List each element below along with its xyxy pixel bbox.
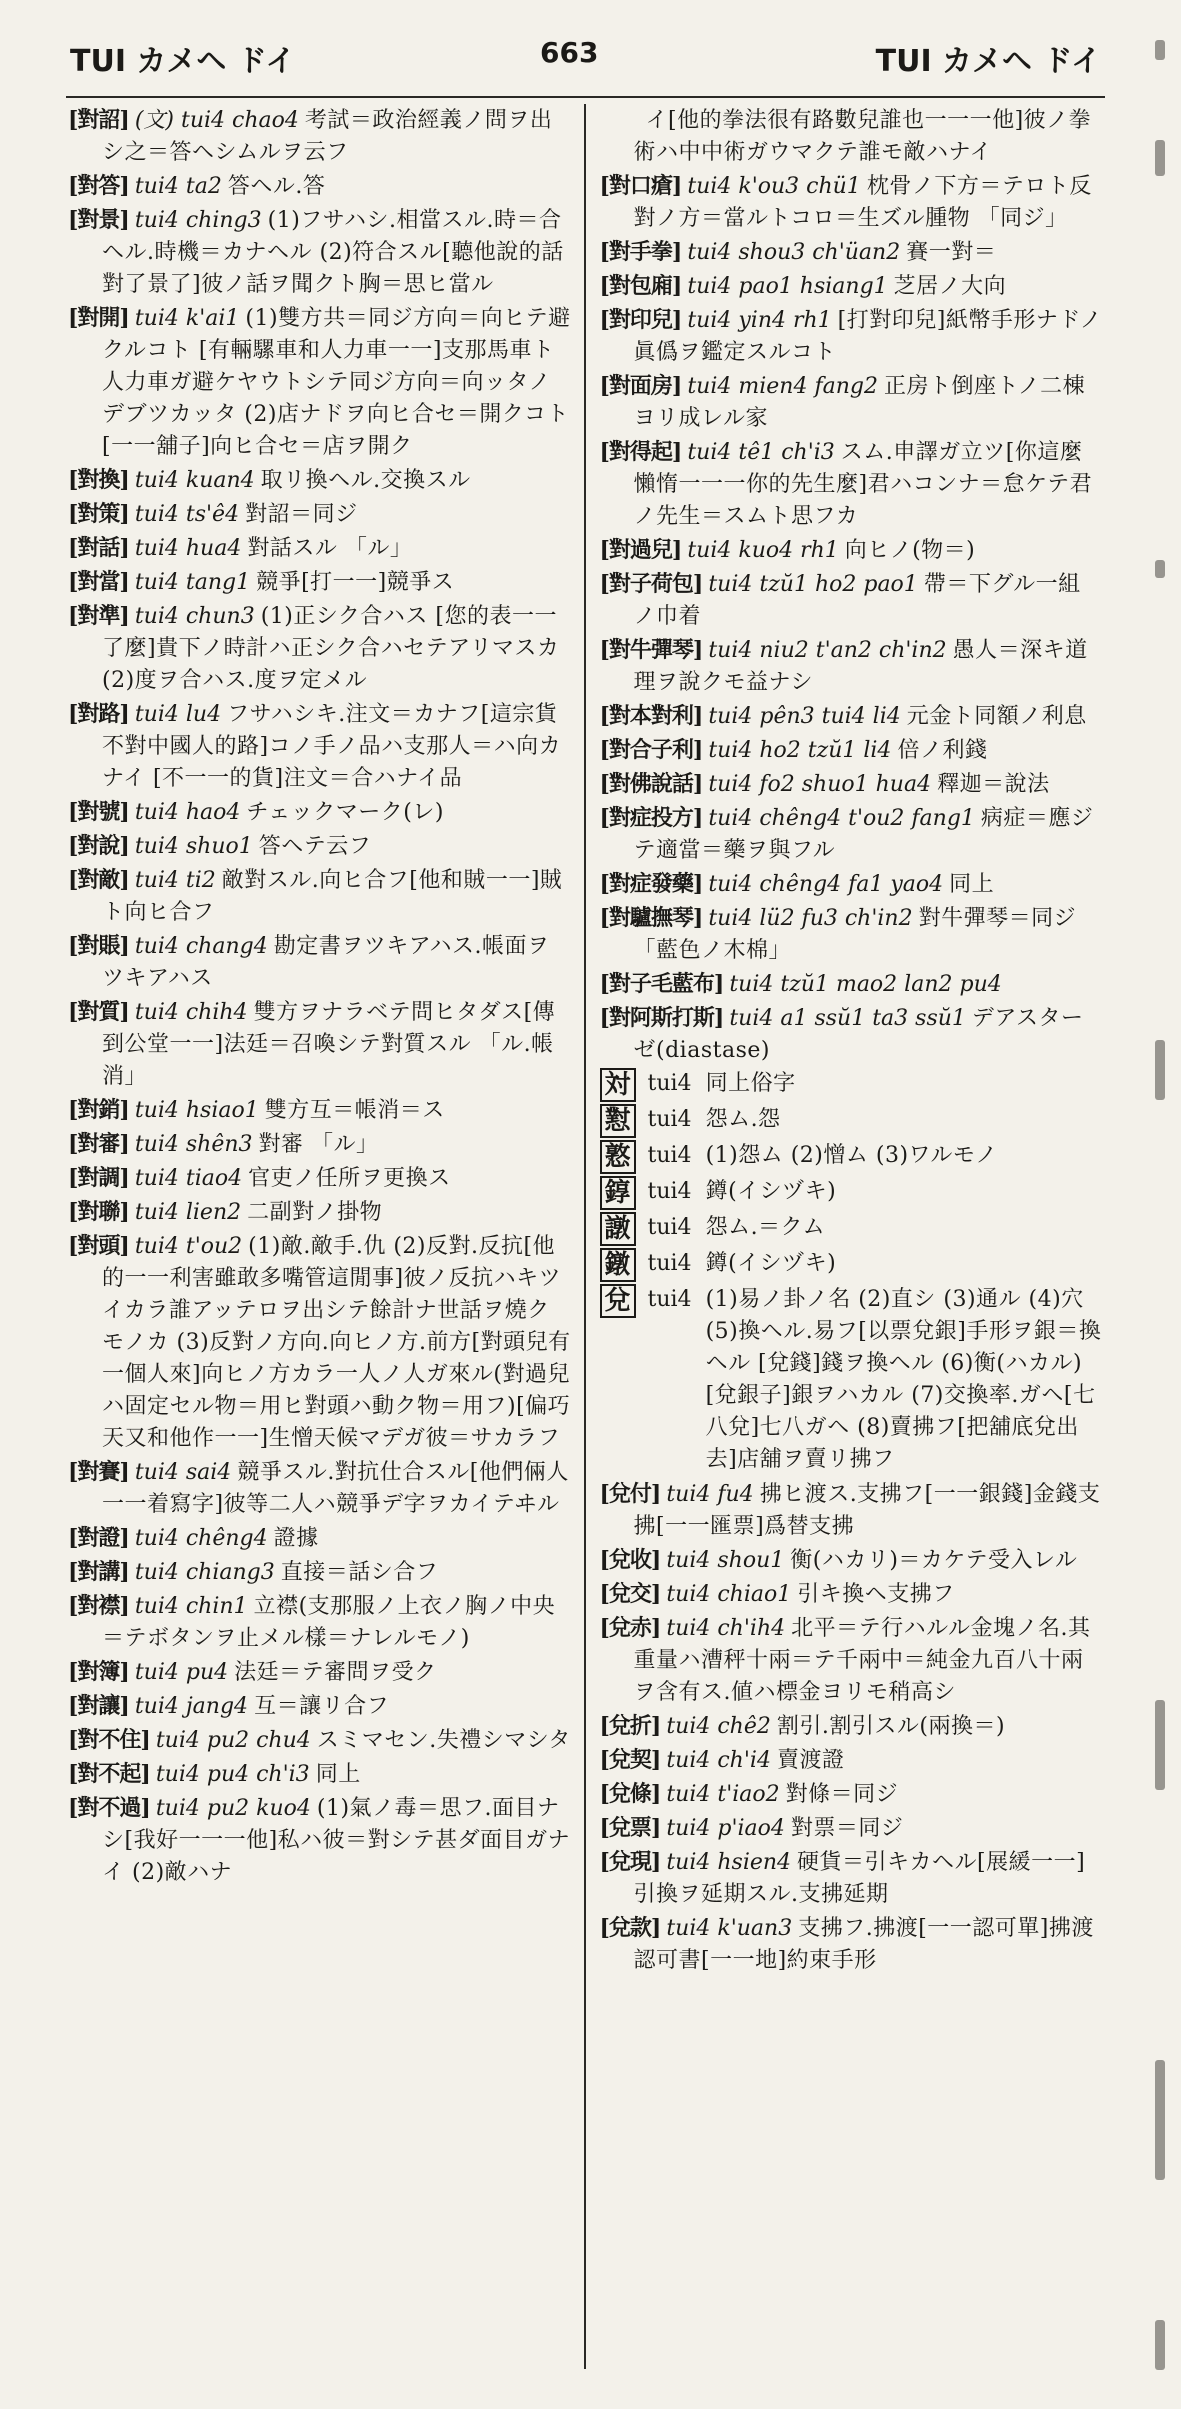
definition: フサハシキ.注文＝カナフ[這宗貨不對中國人的路]コノ手ノ品ハ支那人＝ハ向カナイ [不一一的貨]注文＝合ハナイ品 — [102, 702, 562, 791]
boxed-character: 譈 — [600, 1212, 636, 1246]
romanization: tui4 k'ai1 — [134, 306, 240, 331]
definition: 證據 — [273, 1526, 319, 1551]
romanization: tui4 sai4 — [134, 1460, 232, 1485]
romanization: tui4 tzŭ1 ho2 pao1 — [708, 572, 918, 597]
definition: スミマセン.失禮シマシタ — [316, 1728, 571, 1753]
dictionary-entry — [600, 1002, 1104, 1067]
dictionary-entry — [600, 304, 1104, 369]
romanization: tui4 chun3 — [134, 604, 255, 629]
dictionary-entry — [68, 698, 572, 795]
romanization: tui4 t'iao2 — [666, 1782, 780, 1807]
dictionary-entry — [600, 1846, 1104, 1911]
definition: 勘定書ヲツキアハス.帳面ヲツキアハス — [102, 934, 550, 991]
romanization: tui4 chê2 — [666, 1714, 771, 1739]
dictionary-entry — [600, 700, 1104, 733]
definition: 敵對スル.向ヒ合フ[他和賊一一]賊ト向ヒ合フ — [102, 868, 563, 925]
header-rule — [66, 96, 1105, 98]
headword: [對策] — [68, 501, 129, 527]
romanization: tui4 hao4 — [134, 800, 241, 825]
definition: (1)正シク合ハス [您的表一一了麼]貴下ノ時計ハ正シク合ハセテアリマスカ (2)度ヲ合ハス.度ヲ定メル — [102, 604, 560, 693]
dictionary-entry — [600, 370, 1104, 435]
definition: 同上 — [949, 872, 995, 897]
romanization: tui4 ching3 — [134, 208, 262, 233]
dictionary-entry — [600, 1544, 1104, 1577]
dictionary-entry — [68, 1230, 572, 1455]
headword: [對景] — [68, 207, 129, 233]
dictionary-entry — [600, 270, 1104, 303]
definition: 鐏(イシヅキ) — [705, 1179, 837, 1204]
dictionary-entry — [68, 498, 572, 531]
headword: [對頭] — [68, 1233, 129, 1259]
definition: (1)易ノ卦ノ名 (2)直シ (3)通ル (4)穴 (5)換ヘル.易フ[以票兌銀]手形ヲ銀＝換ヘル [兌錢]錢ヲ換ヘル (6)衡(ハカル)[兌銀子]銀ヲハカル (7)交換率.ガヘ[七八兌]七八ガヘ (8)賣拂フ[把舖底兌出去]店舖ヲ賣リ拂フ — [705, 1287, 1102, 1472]
definition: 怨ム.怨 — [705, 1107, 781, 1132]
headword: [對過兒] — [599, 537, 682, 563]
romanization: tui4 — [647, 1071, 692, 1096]
definition: 枕骨ノ下方＝テロト反對ノ方＝當ルトコロ＝生ズル腫物 「同ジ」 — [633, 174, 1092, 231]
dictionary-entry — [68, 1556, 572, 1589]
headword: [對證] — [68, 1525, 129, 1551]
definition: 互＝讓リ合フ — [254, 1694, 390, 1719]
romanization: tui4 chêng4 t'ou2 fang1 — [708, 806, 975, 831]
romanization: tui4 ch'i4 — [666, 1748, 771, 1773]
dictionary-entry — [68, 1724, 572, 1757]
headword: [對銷] — [68, 1097, 129, 1123]
definition: 同上俗字 — [705, 1071, 796, 1096]
dictionary-entry — [68, 566, 572, 599]
definition: 賽一對＝ — [906, 240, 997, 265]
definition: 對牛彈琴＝同ジ 「藍色ノ木棉」 — [633, 906, 1077, 963]
dictionary-entry — [68, 532, 572, 565]
dictionary-entry — [600, 902, 1104, 967]
headword: [對包廂] — [599, 273, 682, 299]
dictionary-entry — [68, 1456, 572, 1521]
definition: 競爭[打一一]競爭ス — [256, 570, 455, 595]
dictionary-entry — [600, 170, 1104, 235]
boxed-character: 鐓 — [600, 1248, 636, 1282]
headword: [對換] — [68, 467, 129, 493]
dictionary-entry — [68, 996, 572, 1093]
scan-edge-marks — [1133, 0, 1173, 2409]
romanization: tui4 — [647, 1179, 692, 1204]
romanization: tui4 ts'ê4 — [134, 502, 240, 527]
romanization: tui4 k'ou3 chü1 — [687, 174, 861, 199]
romanization: tui4 shuo1 — [134, 834, 253, 859]
headword: [對子荷包] — [599, 571, 703, 597]
romanization: tui4 tzŭ1 mao2 lan2 pu4 — [729, 972, 1002, 997]
headword: [對襟] — [68, 1593, 129, 1619]
dictionary-entry — [600, 1578, 1104, 1611]
headword: [對詔] — [68, 107, 129, 133]
header-right: TUI カメヘ ドイ — [875, 44, 1101, 79]
headword: [對不過] — [68, 1795, 150, 1821]
romanization: tui4 pu4 — [134, 1660, 229, 1685]
romanization: tui4 fu4 — [666, 1482, 754, 1507]
headword: [對講] — [68, 1559, 129, 1585]
romanization: tui4 fo2 shuo1 hua4 — [708, 772, 932, 797]
headword: [兌交] — [599, 1581, 661, 1607]
romanization: tui4 shou1 — [666, 1548, 785, 1573]
romanization: tui4 ta2 — [134, 174, 222, 199]
definition: 官吏ノ任所ヲ更換ス — [248, 1166, 451, 1191]
definition: 向ヒノ(物＝) — [844, 538, 976, 563]
headword: [兌赤] — [599, 1615, 661, 1641]
dictionary-entry — [68, 302, 572, 463]
dictionary-entry — [600, 968, 1104, 1001]
romanization: tui4 hsien4 — [666, 1850, 792, 1875]
headword: [對佛說話] — [599, 771, 703, 797]
definition: 病症＝應ジテ適當＝藥ヲ與フル — [633, 806, 1094, 863]
character-entry — [600, 1068, 1104, 1102]
headword: [對本對利] — [599, 703, 703, 729]
dictionary-entry — [600, 104, 1104, 169]
definition: [打對印兒]紙幣手形ナドノ眞僞ヲ鑑定スルコト — [633, 308, 1103, 365]
definition: 釋迦＝說法 — [937, 772, 1050, 797]
headword: [對話] — [68, 535, 129, 561]
headword: [對答] — [68, 173, 129, 199]
headword: [對合子利] — [599, 737, 703, 763]
headword: [對調] — [68, 1165, 129, 1191]
definition: 直接＝話シ合フ — [280, 1560, 439, 1585]
headword: [對開] — [68, 305, 129, 331]
romanization: tui4 tê1 ch'i3 — [687, 440, 835, 465]
definition: 芝居ノ大向 — [893, 274, 1007, 299]
definition: 怨ム.＝クム — [705, 1215, 826, 1240]
definition: スム.申譯ガ立ツ[你這麼懶惰一一一你的先生麼]君ハコンナ＝怠ケテ君ノ先生＝スムト思フカ — [633, 440, 1093, 529]
headword: [對當] — [68, 569, 129, 595]
character-entry — [600, 1212, 1104, 1246]
definition: 同上 — [315, 1762, 361, 1787]
headword: [對賽] — [68, 1459, 129, 1485]
romanization: tui4 ho2 tzŭ1 li4 — [708, 738, 892, 763]
headword: [對驢撫琴] — [599, 905, 703, 931]
dictionary-entry — [600, 1478, 1104, 1543]
definition: 割引.割引スル(兩換＝) — [776, 1714, 1006, 1739]
dictionary-entry — [600, 734, 1104, 767]
headword: [對不起] — [68, 1761, 150, 1787]
definition: 賣渡證 — [776, 1748, 845, 1773]
dictionary-entry — [68, 170, 572, 203]
definition: 答ヘテ云フ — [258, 834, 372, 859]
dictionary-entry — [600, 634, 1104, 699]
romanization: tui4 k'uan3 — [666, 1916, 793, 1941]
headword: [對路] — [68, 701, 129, 727]
romanization: tui4 mien4 fang2 — [687, 374, 878, 399]
definition: 競爭スル.對抗仕合スル[他們倆人一一着寫字]彼等二人ハ競爭デ字ヲカイテヰル — [102, 1460, 569, 1517]
right-column — [584, 104, 1104, 2369]
character-entry — [600, 1176, 1104, 1210]
romanization: tui4 lu4 — [134, 702, 222, 727]
dictionary-body — [68, 104, 1103, 2369]
romanization: tui4 chin1 — [134, 1594, 248, 1619]
romanization: tui4 — [647, 1251, 692, 1276]
headword: [對症投方] — [599, 805, 703, 831]
definition: 北平＝テ行ハルル金塊ノ名.其重量ハ漕秤十兩＝テ千兩中＝純金九百八十兩ヲ含有ス.値ハ標金ヨリモ稍高シ — [633, 1616, 1091, 1705]
headword: [兌票] — [599, 1815, 661, 1841]
dictionary-entry — [68, 1196, 572, 1229]
romanization: tui4 chêng4 — [134, 1526, 268, 1551]
definition: 拂ヒ渡ス.支拂フ[一一銀錢]金錢支拂[一一匯票]爲替支拂 — [633, 1482, 1101, 1539]
romanization: (文) tui4 chao4 — [134, 108, 299, 133]
boxed-character: 兌 — [600, 1284, 636, 1318]
headword: [對準] — [68, 603, 129, 629]
headword: [兌款] — [599, 1915, 661, 1941]
page-number: 663 — [540, 36, 599, 69]
romanization: tui4 ti2 — [134, 868, 216, 893]
headword: [對子毛藍布] — [599, 971, 724, 997]
headword: [對簿] — [68, 1659, 129, 1685]
definition: (1)フサハシ.相當スル.時＝合ヘル.時機＝カナヘル (2)符合スル[聽他說的話對了景了]彼ノ話ヲ聞クト胸＝思ヒ當ル — [102, 208, 564, 297]
boxed-character: 錞 — [600, 1176, 636, 1210]
romanization: tui4 chiang3 — [134, 1560, 275, 1585]
definition: 立襟(支那服ノ上衣ノ胸ノ中央＝テボタンヲ止メル樣＝ナレルモノ) — [102, 1594, 556, 1651]
dictionary-entry — [68, 864, 572, 929]
definition: 衡(ハカリ)＝カケテ受入レル — [790, 1548, 1078, 1573]
definition: 對審 「ル」 — [258, 1132, 379, 1157]
dictionary-entry — [600, 236, 1104, 269]
romanization: tui4 — [647, 1287, 692, 1312]
romanization: tui4 pao1 hsiang1 — [687, 274, 888, 299]
dictionary-entry — [68, 1758, 572, 1791]
headword: [對號] — [68, 799, 129, 825]
headword: [對印兒] — [599, 307, 682, 333]
romanization: tui4 t'ou2 — [134, 1234, 243, 1259]
definition: 引キ換ヘ支拂フ — [797, 1582, 955, 1607]
definition: 取リ換ヘル.交換スル — [260, 468, 471, 493]
headword: [對審] — [68, 1131, 129, 1157]
character-entry — [600, 1140, 1104, 1174]
headword: [對質] — [68, 999, 129, 1025]
definition: 考試＝政治經義ノ問ヲ出シ之＝答ヘシムルヲ云フ — [102, 108, 553, 165]
dictionary-entry — [68, 600, 572, 697]
romanization: tui4 tang1 — [134, 570, 251, 595]
dictionary-entry — [68, 1128, 572, 1161]
dictionary-entry — [600, 1912, 1104, 1977]
dictionary-entry — [68, 1162, 572, 1195]
header-left: TUI カメヘ ドイ — [70, 44, 296, 79]
romanization: tui4 yin4 rh1 — [687, 308, 832, 333]
romanization: tui4 p'iao4 — [666, 1816, 785, 1841]
dictionary-entry — [68, 830, 572, 863]
left-column — [68, 104, 584, 2369]
dictionary-entry — [68, 1094, 572, 1127]
definition: 帶＝下グル一組ノ巾着 — [633, 572, 1081, 629]
definition: 對票＝同ジ — [790, 1816, 904, 1841]
romanization: tui4 shou3 ch'üan2 — [687, 240, 901, 265]
headword: [兌現] — [599, 1849, 661, 1875]
headword: [對不住] — [68, 1727, 150, 1753]
headword: [對症發藥] — [599, 871, 703, 897]
definition: (1)怨ム (2)憎ム (3)ワルモノ — [705, 1143, 998, 1168]
character-entry — [600, 1284, 1104, 1476]
headword: [兌契] — [599, 1747, 661, 1773]
romanization: tui4 pu2 kuo4 — [155, 1796, 311, 1821]
dictionary-entry — [600, 768, 1104, 801]
definition: 答ヘル.答 — [227, 174, 326, 199]
dictionary-entry — [600, 568, 1104, 633]
definition: 愚人＝深キ道理ヲ說クモ益ナシ — [633, 638, 1088, 695]
headword: [兌條] — [599, 1781, 661, 1807]
romanization: tui4 chêng4 fa1 yao4 — [708, 872, 944, 897]
headword: [對手拳] — [599, 239, 682, 265]
dictionary-entry — [600, 1744, 1104, 1777]
boxed-character: 懟 — [600, 1104, 636, 1138]
dictionary-entry — [600, 1612, 1104, 1709]
definition: チェックマーク(レ) — [246, 800, 444, 825]
dictionary-entry — [68, 1656, 572, 1689]
romanization: tui4 pu4 ch'i3 — [155, 1762, 310, 1787]
romanization: tui4 kuan4 — [134, 468, 255, 493]
dictionary-entry — [68, 1792, 572, 1889]
definition: 元金ト同額ノ利息 — [906, 704, 1087, 729]
definition: デアスターゼ(diastase) — [633, 1006, 1084, 1063]
definition: 對詔＝同ジ — [245, 502, 358, 527]
dictionary-entry — [600, 436, 1104, 533]
romanization: tui4 pu2 chu4 — [155, 1728, 311, 1753]
romanization: tui4 lü2 fu3 ch'in2 — [708, 906, 913, 931]
dictionary-entry — [68, 1522, 572, 1555]
definition: (1)氣ノ毒＝思フ.面目ナシ[我好一一一他]私ハ彼＝對シテ甚ダ面目ガナイ (2)敵ハナ — [102, 1796, 571, 1885]
dictionary-entry — [600, 1778, 1104, 1811]
dictionary-entry — [68, 796, 572, 829]
romanization: tui4 shên3 — [134, 1132, 253, 1157]
definition: 正房ト倒座トノ二棟ヨリ成レル家 — [633, 374, 1086, 431]
dictionary-entry — [600, 1812, 1104, 1845]
headword: [對敵] — [68, 867, 129, 893]
romanization: tui4 kuo4 rh1 — [687, 538, 839, 563]
dictionary-entry — [600, 802, 1104, 867]
romanization: tui4 chih4 — [134, 1000, 248, 1025]
dictionary-entry — [68, 1690, 572, 1723]
definition: 法廷＝テ審問ヲ受ク — [234, 1660, 437, 1685]
headword: [兌折] — [599, 1713, 661, 1739]
headword: [對得起] — [599, 439, 682, 465]
romanization: tui4 — [647, 1215, 692, 1240]
definition: 雙方互＝帳消＝ス — [264, 1098, 445, 1123]
definition: 二副對ノ掛物 — [247, 1200, 383, 1225]
dictionary-entry — [68, 104, 572, 169]
romanization: tui4 pên3 tui4 li4 — [708, 704, 901, 729]
headword: [對聯] — [68, 1199, 129, 1225]
definition: (1)雙方共＝同ジ方向＝向ヒテ避クルコト [有輛騾車和人力車一一]支那馬車ト人力車ガ避ケヤウトシテ同ジ方向＝向ッタノデブツカッタ (2)店ナドヲ向ヒ合セ＝開クコト[一一舖子]向ヒ合セ＝店ヲ開ク — [102, 306, 571, 459]
headword: [對讓] — [68, 1693, 129, 1719]
definition: イ[他的拳法很有路數兒誰也一一一他]彼ノ拳術ハ中中術ガウマクテ誰モ敵ハナイ — [633, 108, 1092, 165]
headword: [對說] — [68, 833, 129, 859]
dictionary-entry — [68, 1590, 572, 1655]
romanization: tui4 chiao1 — [666, 1582, 792, 1607]
definition: 硬貨＝引キカヘル[展緩一一]引換ヲ延期スル.支拂延期 — [633, 1850, 1086, 1907]
character-entry — [600, 1104, 1104, 1138]
boxed-character: 憝 — [600, 1140, 636, 1174]
headword: [對面房] — [599, 373, 682, 399]
dictionary-entry — [68, 930, 572, 995]
headword: [兌收] — [599, 1547, 661, 1573]
dictionary-entry — [68, 464, 572, 497]
romanization: tui4 niu2 t'an2 ch'in2 — [708, 638, 947, 663]
headword: [對口瘡] — [599, 173, 682, 199]
headword: [兌付] — [599, 1481, 661, 1507]
romanization: tui4 lien2 — [134, 1200, 242, 1225]
romanization: tui4 jang4 — [134, 1694, 249, 1719]
romanization: tui4 ch'ih4 — [666, 1616, 786, 1641]
definition: 鐏(イシヅキ) — [705, 1251, 837, 1276]
dictionary-entry — [600, 534, 1104, 567]
romanization: tui4 chang4 — [134, 934, 268, 959]
headword: [對賬] — [68, 933, 129, 959]
romanization: tui4 — [647, 1107, 692, 1132]
headword: [對阿斯打斯] — [599, 1005, 724, 1031]
headword: [對牛彈琴] — [599, 637, 703, 663]
romanization: tui4 a1 ssŭ1 ta3 ssŭ1 — [729, 1006, 966, 1031]
romanization: tui4 hua4 — [134, 536, 242, 561]
definition: 倍ノ利錢 — [897, 738, 988, 763]
dictionary-entry — [600, 1710, 1104, 1743]
page-header — [70, 36, 1101, 90]
dictionary-entry — [600, 868, 1104, 901]
definition: (1)敵.敵手.仇 (2)反對.反抗[他的一一利害雖敢多嘴管這閒事]彼ノ反抗ハキツイカラ誰アッテロヲ出シテ餘計ナ世話ヲ燒クモノカ (3)反對ノ方向.向ヒノ方.前方[對頭兒有一個人來]向ヒノ方カラ一人ノ人ガ來ル(對過兒ハ固定セル物＝用ヒ對頭ハ動ク物＝用フ)[偏巧天又和他作一一]生憎天候マデガ彼＝サカラフ — [102, 1234, 571, 1451]
dictionary-entry — [68, 204, 572, 301]
boxed-character: 対 — [600, 1068, 636, 1102]
romanization: tui4 hsiao1 — [134, 1098, 259, 1123]
romanization: tui4 — [647, 1143, 692, 1168]
definition: 對話スル 「ル」 — [247, 536, 413, 561]
definition: 雙方ヲナラベテ問ヒタダス[傳到公堂一一]法廷＝召喚シテ對質スル 「ル.帳消」 — [102, 1000, 556, 1089]
definition: 支拂フ.拂渡[一一認可單]拂渡認可書[一一地]約束手形 — [633, 1916, 1094, 1973]
definition: 對條＝同ジ — [785, 1782, 899, 1807]
character-entry — [600, 1248, 1104, 1282]
romanization: tui4 tiao4 — [134, 1166, 243, 1191]
